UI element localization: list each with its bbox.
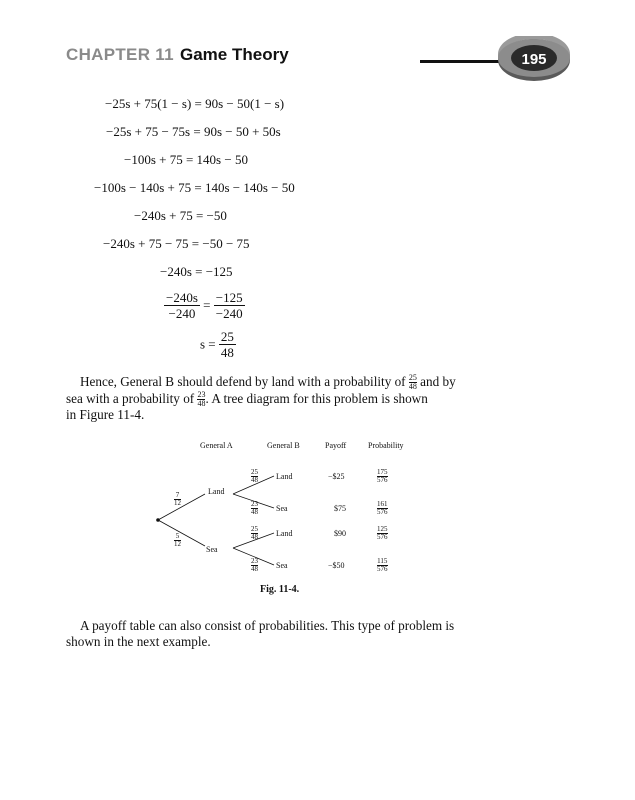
equation-8-left-fraction: $\frac{-240s}{-240}$ (166, 290, 198, 321)
probability-1: 175 576 (377, 468, 388, 484)
prob-b1-sea: 23 48 (251, 500, 258, 516)
equation-9-fraction: $\frac{25}{48}$ (220, 329, 234, 360)
header-payoff: Payoff (325, 441, 347, 450)
equation-7: −240s = −125 (160, 264, 233, 279)
equation-8-right-fraction: $\frac{-125}{-240}$ (215, 290, 243, 321)
equation-8: $\frac{-240s}{-240}$ = $\frac{-125}{-240}$ (166, 290, 243, 321)
prob-a-sea: 5 12 (174, 532, 181, 548)
equation-3: −100s + 75 = 140s − 50 (124, 152, 248, 167)
prob-b1-land: 25 48 (251, 468, 258, 484)
payoff-3: $90 (334, 529, 346, 538)
fraction-23-48: $\frac{23}{48}$ (197, 390, 206, 409)
prob-b2-land: 25 48 (251, 525, 258, 541)
probability-2: 161 576 (377, 500, 388, 516)
payoff-2: $75 (334, 504, 346, 513)
paragraph-1-line-3: in Figure 11-4. (66, 407, 145, 422)
paragraph-2-line-2: shown in the next example. (66, 634, 211, 649)
chapter-title: Game Theory (180, 45, 289, 64)
payoff-1: −$25 (328, 472, 345, 481)
header-general-b: General B (267, 441, 300, 450)
equation-6: −240s + 75 − 75 = −50 − 75 (103, 236, 250, 251)
figure-caption: Fig. 11-4. (260, 584, 300, 595)
page-number: 195 (521, 51, 547, 68)
prob-a-land: 7 12 (174, 491, 181, 507)
equation-1: −25s + 75(1 − s) = 90s − 50(1 − s) (105, 96, 285, 111)
paragraph-2-line-1: A payoff table can also consist of probabilities. This type of problem is (80, 618, 455, 633)
branch-a-sea (158, 520, 205, 546)
node-a-sea: Sea (206, 545, 218, 554)
probability-4: 115 576 (377, 557, 388, 573)
node-b2-sea: Sea (276, 561, 288, 570)
node-b1-land: Land (276, 472, 293, 481)
payoff-4: −$50 (328, 561, 345, 570)
equation-5: −240s + 75 = −50 (134, 208, 227, 223)
chapter-label: CHAPTER 11 (66, 45, 174, 64)
node-a-land: Land (208, 487, 225, 496)
node-b1-sea: Sea (276, 504, 288, 513)
paragraph-1-line-1: Hence, General B should defend by land with a probability of $\frac{25}{48}$ and by (80, 373, 456, 392)
fraction-25-48: $\frac{25}{48}$ (408, 373, 417, 392)
equation-4: −100s − 140s + 75 = 140s − 140s − 50 (94, 180, 295, 195)
equation-2: −25s + 75 − 75s = 90s − 50 + 50s (106, 124, 281, 139)
header-general-a: General A (200, 441, 233, 450)
equation-9: s = $\frac{25}{48}$ (200, 329, 234, 360)
probability-3: 125 576 (377, 525, 388, 541)
prob-b2-sea: 23 48 (251, 557, 258, 573)
node-b2-land: Land (276, 529, 293, 538)
header-probability: Probability (368, 441, 404, 450)
paragraph-1-line-2: sea with a probability of $\frac{23}{48}$ . A tree diagram for this problem is shown (66, 390, 428, 409)
branch-a-land (158, 491, 205, 520)
